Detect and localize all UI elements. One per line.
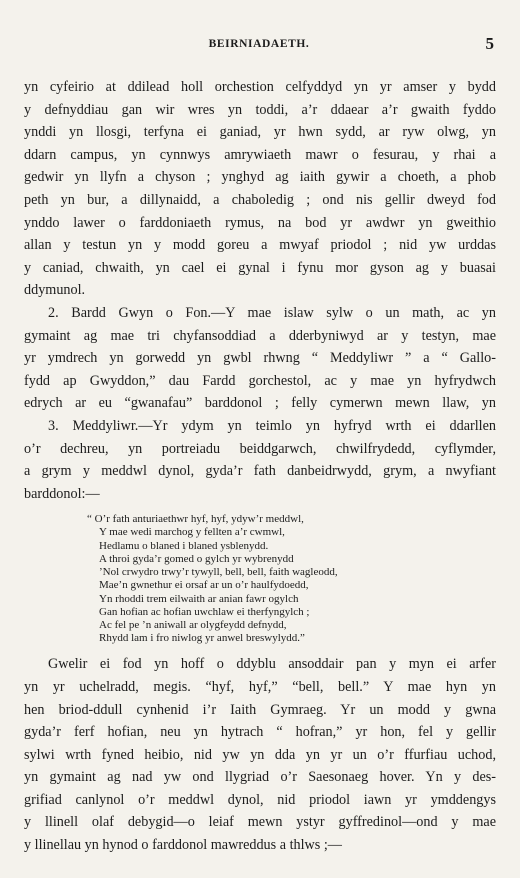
text-line: ynddo lawer o farddoniaeth rymus, na bod yr awdwr yn gweithio [24, 214, 496, 231]
text-line: gyda’r ferf hofian, neu yn hytrach “ hofran,” yr hon, fel y gellir [24, 724, 496, 741]
text-line: o’r dechreu, yn portreiadu beiddgarwch, chwilfrydedd, cyflymder, [24, 440, 496, 457]
text-line: y defnyddiau gan wir wres yn toddi, a’r ddaear a’r gwaith fyddo [24, 101, 496, 118]
text-line: yr ymdrech yn gorwedd yn gwbl rhwng “ Meddyliwr ” a “ Gallo- [24, 350, 496, 367]
text-line: allan y testun yn y modd goreu a mwyaf priodol ; nid yw urddas [24, 237, 496, 254]
text-line: yn gymaint ag nad yw ond llygriad o’r Saesonaeg hover. Yn y des- [24, 769, 496, 786]
verse-line: Y mae wedi marchog y fellten a’r cwmwl, [99, 526, 285, 539]
page-number: 5 [485, 34, 494, 53]
verse-line: Mae’n gwnethur ei orsaf ar un o’r haulfydoedd, [99, 579, 309, 592]
text-line: ddymunol. [24, 282, 86, 299]
verse-quote [87, 513, 437, 645]
text-line: ynddi yn llosgi, terfyna ei ganiad, yr hwn sydd, ar ryw olwg, yn [24, 124, 496, 141]
verse-line: A throi gyda’r gomed o gylch yr wybrenydd [99, 552, 294, 565]
text-line: yn yr uchelradd, megis. “hyf, hyf,” “bell, bell.” Y mae hyn yn [24, 678, 496, 695]
paragraph [24, 415, 496, 505]
text-line: barddonol:— [24, 485, 100, 502]
text-line: 3. Meddyliwr.—Yr ydym yn teimlo yn hyfryd wrth ei ddarllen [48, 417, 496, 434]
text-line: y llinellau yn hynod o farddonol mawreddus a thlws ;— [24, 837, 342, 854]
verse-line: Rhydd lam i fro niwlog yr anwel breswylydd.” [99, 632, 305, 645]
text-line: ddarn campus, yn cynnwys amrywiaeth mawr o fesurau, y rhai a [24, 146, 496, 163]
verse-line: Hedlamu o blaned i blaned ysblenydd. [99, 539, 269, 552]
verse-line: “ O’r fath anturiaethwr hyf, hyf, ydyw’r meddwl, [87, 513, 304, 526]
verse-line: ’Nol crwydro trwy’r tywyll, bell, bell, faith wagleodd, [99, 566, 338, 579]
text-line: a grym y meddwl dynol, gyda’r fath danbeidrwydd, grym, a nwyfiant [24, 463, 496, 480]
text-line: gedwir yn llyfn a chyson ; ynghyd ag iaith gywir a choeth, a phob [24, 169, 496, 186]
text-line: Gwelir ei fod yn hoff o ddyblu ansoddair pan y myn ei arfer [48, 656, 496, 673]
text-line: grifiad canlynol o’r meddwl dynol, nid priodol iawn yr ymddengys [24, 791, 496, 808]
text-line: y caniad, chwaith, yn cael ei gynal i fynu mor gyson ag y buasai [24, 259, 496, 276]
running-head: BEIRNIADAETH. [208, 38, 310, 50]
text-line: y llinell olaf debygid—o leiaf mewn ystyr gyffredinol—ond y mae [24, 814, 496, 831]
verse-line: Yn rhoddi trem eilwaith ar anian fawr ogylch [99, 592, 299, 605]
text-line: hen briod-ddull cynhenid i’r Iaith Gymraeg. Yr un modd y gwna [24, 701, 496, 718]
text-line: yn cyfeirio at ddilead holl orchestion celfyddyd yn yr amser y bydd [24, 79, 496, 95]
paragraph [24, 653, 496, 856]
text-line: peth yn bur, a dillynaidd, a chaboledig ; ond nis gellir dweyd fod [24, 191, 496, 208]
text-line: edrych ar eu “gwanafau” barddonol ; felly cymerwn mewn llaw, yn [24, 395, 496, 412]
text-line: 2. Bardd Gwyn o Fon.—Y mae islaw sylw o un math, ac yn [48, 304, 496, 321]
verse-line: Ac fel pe ’n aniwall ar olygfeydd defnydd, [99, 618, 287, 631]
page-header [24, 34, 494, 54]
text-line: gymaint ag mae tri chyfansoddiad a dderbyniwyd ar y testyn, mae [24, 327, 496, 344]
verse-line: Gan hofian ac hofian uwchlaw ei therfyngylch ; [99, 605, 310, 618]
paragraph [24, 76, 496, 302]
paragraph [24, 302, 496, 415]
text-line: sylwi wrth fyned heibio, nid yw yn dda yn yr un o’r ffurfiau uchod, [24, 746, 496, 763]
text-line: fydd ap Gwyddon,” dau Fardd gorchestol, ac y mae yn hyfrydwch [24, 372, 496, 389]
body-text [24, 76, 496, 857]
